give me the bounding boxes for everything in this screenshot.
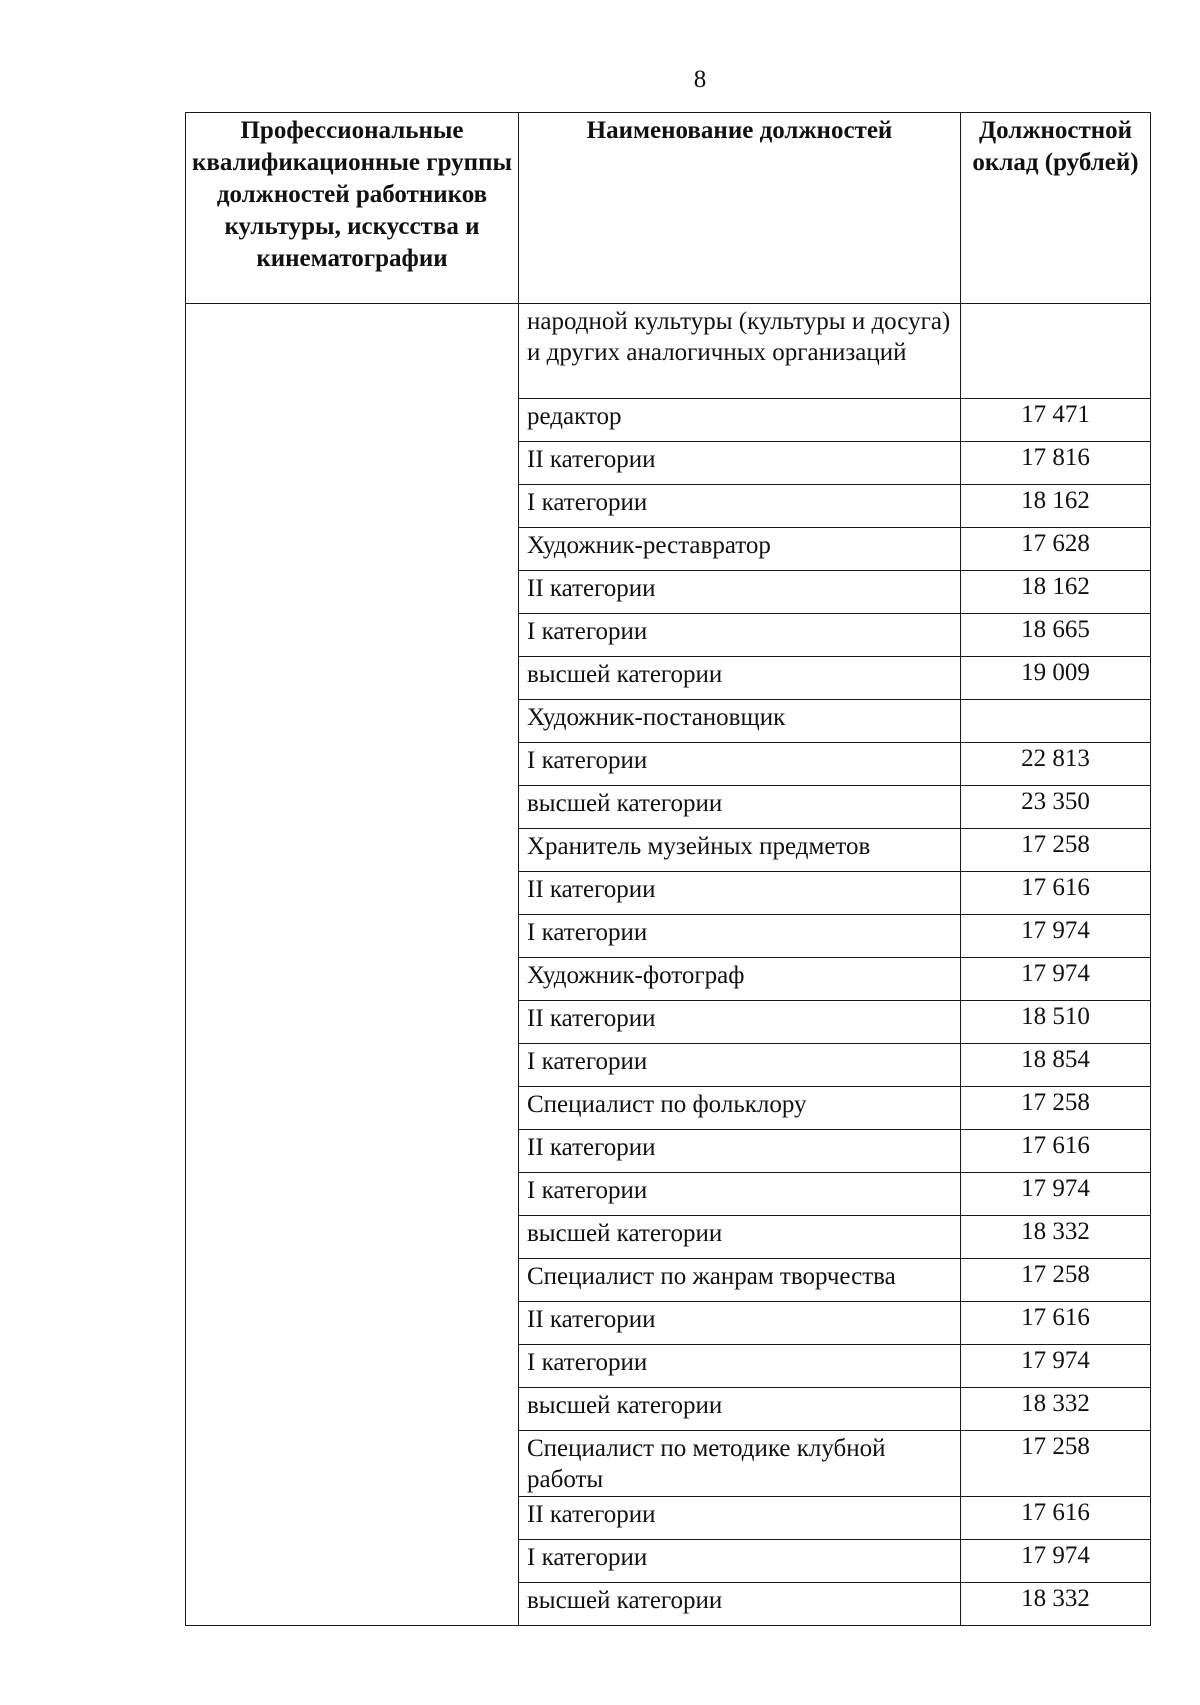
salary-cell: 18 854 — [961, 1044, 1151, 1087]
position-cell: редактор — [519, 399, 961, 442]
salary-cell: 19 009 — [961, 657, 1151, 700]
position-cell: Художник-постановщик — [519, 700, 961, 743]
salary-cell: 17 974 — [961, 1540, 1151, 1583]
position-cell: II категории — [519, 1497, 961, 1540]
position-cell: Специалист по фольклору — [519, 1087, 961, 1130]
salary-cell: 18 332 — [961, 1388, 1151, 1431]
position-cell: I категории — [519, 485, 961, 528]
table-row — [186, 304, 1151, 399]
salary-cell: 17 616 — [961, 1302, 1151, 1345]
position-cell: Специалист по жанрам творчества — [519, 1259, 961, 1302]
position-cell: I категории — [519, 1345, 961, 1388]
salary-cell: 17 974 — [961, 1345, 1151, 1388]
salary-cell: 17 258 — [961, 829, 1151, 872]
position-cell: II категории — [519, 1302, 961, 1345]
salary-cell: 18 162 — [961, 571, 1151, 614]
position-cell: I категории — [519, 1173, 961, 1216]
position-cell: народной культуры (культуры и досуга) и других аналогичных организаций — [519, 304, 961, 399]
salary-cell: 17 616 — [961, 1497, 1151, 1540]
salary-cell: 17 616 — [961, 872, 1151, 915]
salary-cell: 22 813 — [961, 743, 1151, 786]
position-cell: высшей категории — [519, 1583, 961, 1626]
salary-cell: 23 350 — [961, 786, 1151, 829]
position-cell: I категории — [519, 1044, 961, 1087]
salary-cell: 17 471 — [961, 399, 1151, 442]
position-cell: Художник-фотограф — [519, 958, 961, 1001]
position-cell: высшей категории — [519, 657, 961, 700]
position-cell: II категории — [519, 1130, 961, 1173]
salary-cell: 18 162 — [961, 485, 1151, 528]
position-cell: высшей категории — [519, 1216, 961, 1259]
salary-cell: 17 628 — [961, 528, 1151, 571]
salary-cell: 17 616 — [961, 1130, 1151, 1173]
position-cell: II категории — [519, 1001, 961, 1044]
salary-cell: 17 974 — [961, 958, 1151, 1001]
header-group: Профессиональные квалификационные группы должностей работников культуры, искусства и кинематографии — [186, 113, 519, 304]
salary-cell — [961, 700, 1151, 743]
page-number: 8 — [693, 66, 707, 93]
position-cell: Художник-реставратор — [519, 528, 961, 571]
salary-cell: 17 974 — [961, 915, 1151, 958]
salary-table — [185, 112, 1151, 1626]
header-position: Наименование должностей — [519, 113, 961, 304]
salary-cell: 17 816 — [961, 442, 1151, 485]
salary-cell: 17 258 — [961, 1431, 1151, 1497]
position-cell: Специалист по методике клубной работы — [519, 1431, 961, 1497]
header-row — [186, 113, 1151, 304]
table-header — [186, 113, 1151, 304]
position-cell: II категории — [519, 571, 961, 614]
position-cell: I категории — [519, 614, 961, 657]
position-cell: Хранитель музейных предметов — [519, 829, 961, 872]
salary-cell: 18 332 — [961, 1216, 1151, 1259]
salary-cell: 18 665 — [961, 614, 1151, 657]
position-cell: II категории — [519, 872, 961, 915]
salary-cell: 18 332 — [961, 1583, 1151, 1626]
position-cell: высшей категории — [519, 1388, 961, 1431]
salary-cell: 18 510 — [961, 1001, 1151, 1044]
position-cell: I категории — [519, 1540, 961, 1583]
salary-cell: 17 258 — [961, 1259, 1151, 1302]
position-cell: II категории — [519, 442, 961, 485]
salary-cell: 17 974 — [961, 1173, 1151, 1216]
position-cell: I категории — [519, 915, 961, 958]
position-cell: высшей категории — [519, 786, 961, 829]
group-cell — [186, 304, 519, 1626]
salary-cell — [961, 304, 1151, 399]
table-body — [186, 304, 1151, 1626]
header-salary: Должностной оклад (рублей) — [961, 113, 1151, 304]
salary-cell: 17 258 — [961, 1087, 1151, 1130]
position-cell: I категории — [519, 743, 961, 786]
